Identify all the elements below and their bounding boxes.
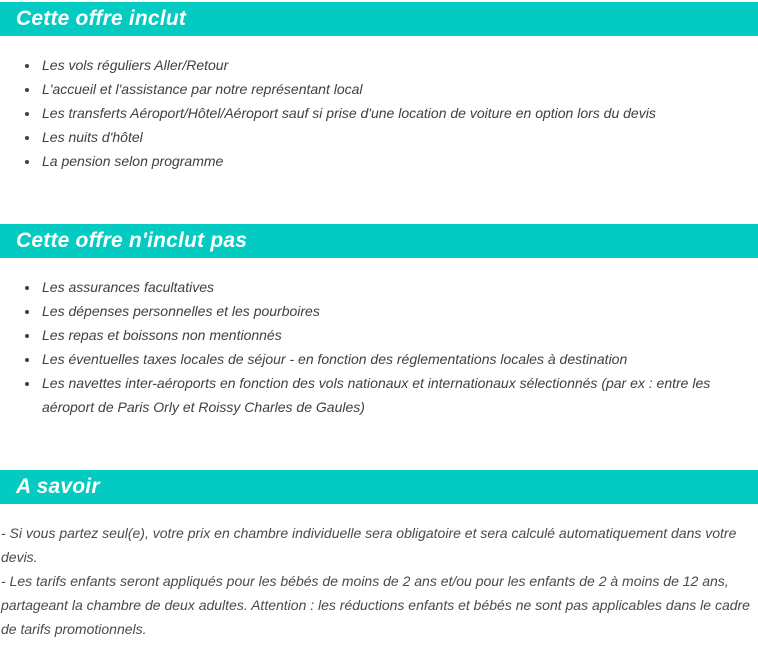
offer-includes-item: • Les vols réguliers Aller/Retour [40, 53, 736, 77]
offer-excludes-item: • Les repas et boissons non mentionnés [40, 323, 736, 347]
section-offer-excludes [0, 224, 758, 419]
section-offer-excludes-title: Cette offre n'inclut pas [16, 229, 248, 252]
offer-excludes-item: • Les assurances facultatives [40, 275, 736, 299]
section-good-to-know-header [0, 470, 758, 504]
offer-includes-item: • La pension selon programme [40, 149, 736, 173]
offer-excludes-list [0, 275, 758, 419]
section-offer-includes-header [0, 2, 758, 36]
good-to-know-paragraph: - Les tarifs enfants seront appliqués pour les bébés de moins de 2 ans et/ou pour les enfants de 2 à moins de 12 ans, partageant la chambre de deux adultes. Attention : les réductions enfants et bébés ne sont pas applicables dans le cadre de tarifs promotionnels. [1, 573, 750, 637]
offer-excludes-item: • Les dépenses personnelles et les pourboires [40, 299, 736, 323]
section-offer-excludes-header [0, 224, 758, 258]
offer-includes-item: • Les transferts Aéroport/Hôtel/Aéroport sauf si prise d'une location de voiture en option lors du devis [40, 101, 736, 125]
section-good-to-know [0, 470, 758, 641]
offer-includes-item: • Les nuits d'hôtel [40, 125, 736, 149]
good-to-know-paragraph: - Si vous partez seul(e), votre prix en chambre individuelle sera obligatoire et sera calculé automatiquement dans votre devis. [1, 525, 737, 565]
offer-excludes-item: • Les navettes inter-aéroports en fonction des vols nationaux et internationaux sélectionnés (par ex : entre les aéroport de Paris Orly et Roissy Charles de Gaules) [40, 371, 736, 419]
offer-includes-list [0, 53, 758, 173]
section-good-to-know-title: A savoir [16, 475, 100, 498]
section-offer-includes [0, 2, 758, 173]
good-to-know-notes [0, 521, 758, 641]
offer-includes-item: • L'accueil et l'assistance par notre représentant local [40, 77, 736, 101]
offer-excludes-item: • Les éventuelles taxes locales de séjour - en fonction des réglementations locales à destination [40, 347, 736, 371]
section-offer-includes-title: Cette offre inclut [16, 7, 187, 30]
